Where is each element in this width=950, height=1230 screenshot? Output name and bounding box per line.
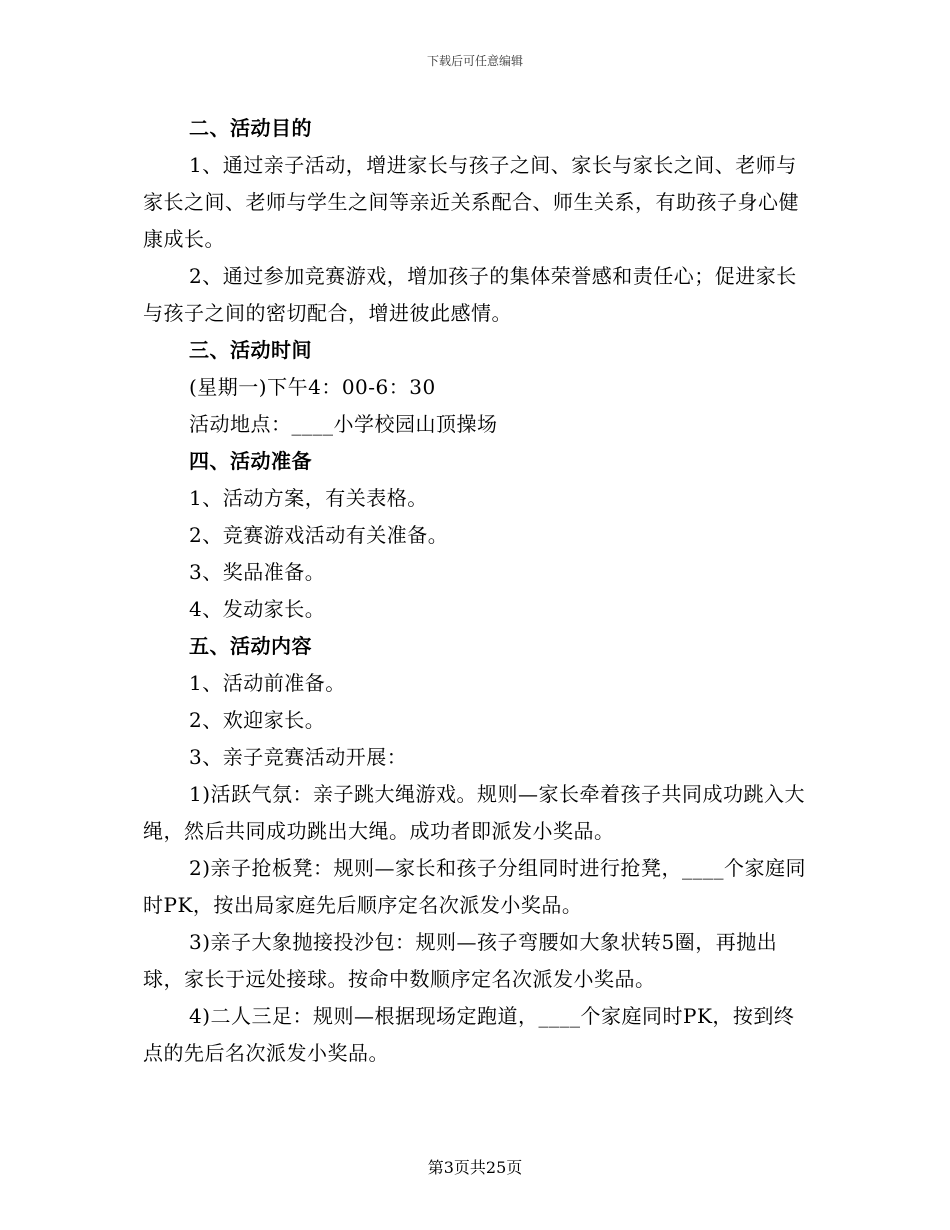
paragraph: 3)亲子大象抛接投沙包：规则—孩子弯腰如大象状转5圈，再抛出球，家长于远处接球。按命中数顺序定名次派发小奖品。 [143, 930, 778, 991]
paragraph: 1、通过亲子活动，增进家长与孩子之间、家长与家长之间、老师与家长之间、老师与学生之间等亲近关系配合、师生关系，有助孩子身心健康成长。 [143, 153, 799, 251]
document-body [143, 110, 808, 1072]
paragraph: 1、活动方案，有关表格。 [189, 486, 428, 510]
paragraph: 活动地点：____小学校园山顶操场 [189, 412, 498, 436]
paragraph: 2)亲子抢板凳：规则—家长和孩子分组同时进行抢凳，____个家庭同时PK，按出局家庭先后顺序定名次派发小奖品。 [143, 856, 807, 917]
paragraph: 1)活跃气氛：亲子跳大绳游戏。规则—家长牵着孩子共同成功跳入大绳，然后共同成功跳出大绳。成功者即派发小奖品。 [143, 782, 806, 843]
section-heading-purpose: 二、活动目的 [189, 116, 312, 140]
section-heading-content: 五、活动内容 [189, 634, 312, 658]
paragraph: 2、欢迎家长。 [189, 708, 326, 732]
paragraph: 4、发动家长。 [189, 597, 326, 621]
section-heading-time: 三、活动时间 [189, 338, 312, 362]
paragraph: 2、通过参加竞赛游戏，增加孩子的集体荣誉感和责任心；促进家长与孩子之间的密切配合，增进彼此感情。 [143, 264, 797, 325]
paragraph: 4)二人三足：规则—根据现场定跑道，____个家庭同时PK，按到终点的先后名次派发小奖品。 [143, 1004, 795, 1065]
paragraph: 3、亲子竞赛活动开展： [189, 745, 408, 769]
section-heading-preparation: 四、活动准备 [189, 449, 312, 473]
paragraph: (星期一)下午4：00-6：30 [189, 375, 436, 399]
page-number-footer: 第3页共25页 [427, 1158, 523, 1177]
paragraph: 3、奖品准备。 [189, 560, 326, 584]
page-header: 下载后可任意编辑 [426, 54, 523, 68]
paragraph: 2、竞赛游戏活动有关准备。 [189, 523, 449, 547]
paragraph: 1、活动前准备。 [189, 671, 346, 695]
